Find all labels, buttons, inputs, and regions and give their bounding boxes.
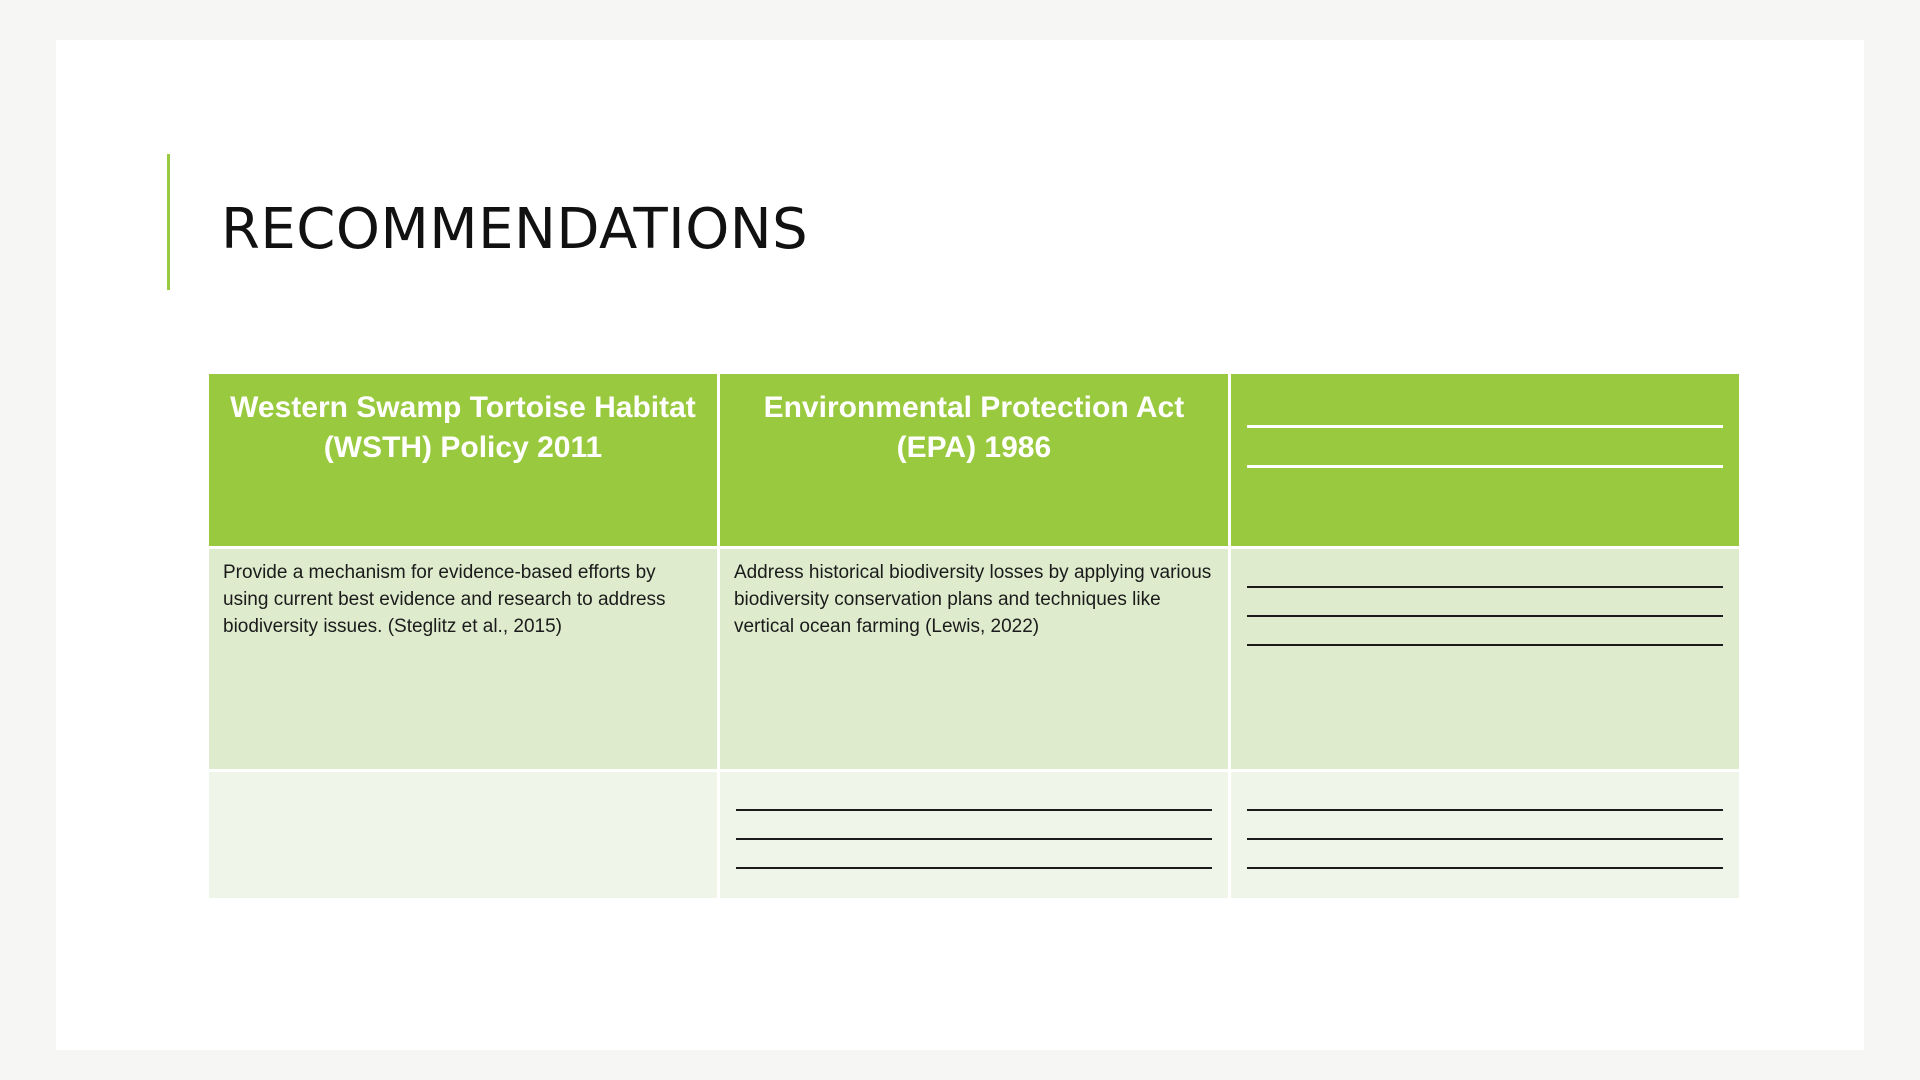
- cell-text-wsth-recommendation: Provide a mechanism for evidence-based efforts by using current best evidence and research to address biodiversity issues. (Steglitz et al., 2015): [223, 562, 666, 637]
- header-text-wsth-policy: Western Swamp Tortoise Habitat (WSTH) Policy 2011: [230, 391, 696, 464]
- blank-answer-lines: [1245, 559, 1725, 646]
- slide-title: RECOMMENDATIONS: [221, 197, 809, 262]
- blank-rule-line: [736, 811, 1212, 840]
- table-cell: [718, 771, 1229, 900]
- recommendations-table: [206, 371, 1742, 901]
- table-cell: [1229, 771, 1740, 900]
- header-cell-wsth-policy: [208, 373, 719, 548]
- header-blank-line: [1247, 388, 1723, 428]
- header-cell-epa-act: [718, 373, 1229, 548]
- blank-rule-line: [1247, 840, 1723, 869]
- table-cell: [718, 548, 1229, 771]
- cell-text-epa-recommendation: Address historical biodiversity losses by applying various biodiversity conservation plans and techniques like vertical ocean farming (Lewis, 2022): [733, 562, 1212, 637]
- blank-rule-line: [1247, 617, 1723, 646]
- blank-rule-line: [1247, 782, 1723, 811]
- table-cell: [208, 771, 719, 900]
- header-text-epa-act: Environmental Protection Act (EPA) 1986: [763, 391, 1185, 464]
- table-cell: [1229, 548, 1740, 771]
- header-blank-line: [1247, 428, 1723, 468]
- blank-rule-line: [1247, 588, 1723, 617]
- table-cell: [208, 548, 719, 771]
- blank-answer-lines: [1245, 782, 1725, 869]
- title-accent-bar: [167, 154, 170, 290]
- blank-rule-line: [1247, 811, 1723, 840]
- blank-rule-line: [736, 782, 1212, 811]
- table-row: [208, 771, 1741, 900]
- blank-rule-line: [1247, 559, 1723, 588]
- blank-answer-lines: [734, 782, 1214, 869]
- table-header-row: [208, 373, 1741, 548]
- blank-rule-line: [736, 840, 1212, 869]
- table-row: [208, 548, 1741, 771]
- slide: [56, 40, 1864, 1050]
- header-cell-blank: [1229, 373, 1740, 548]
